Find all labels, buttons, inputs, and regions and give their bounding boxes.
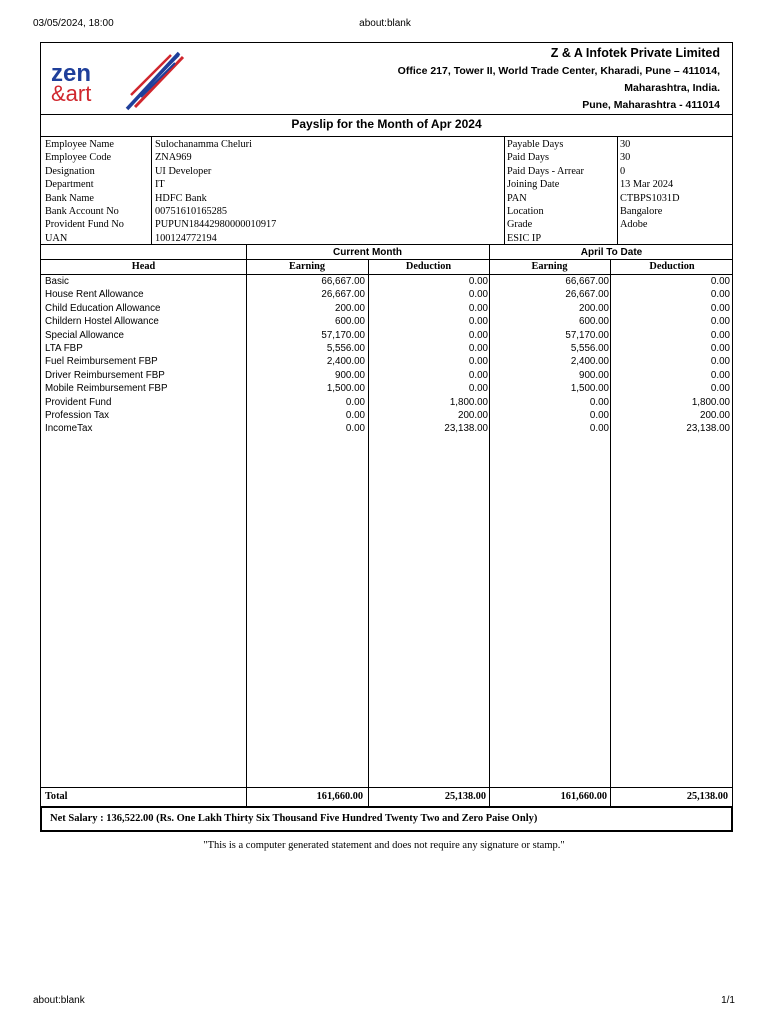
row-ytd-deduction: 0.00 <box>710 369 730 381</box>
row-head: Provident Fund <box>45 396 112 408</box>
row-ytd-deduction: 1,800.00 <box>691 396 730 408</box>
print-footer-url: about:blank <box>33 995 85 1006</box>
company-address-line2: Maharashtra, India. <box>624 82 720 94</box>
divider <box>41 244 732 245</box>
row-ytd-earning: 600.00 <box>579 316 609 328</box>
row-current-deduction: 23,138.00 <box>444 423 488 435</box>
company-logo <box>47 49 187 111</box>
row-ytd-earning: 1,500.00 <box>570 383 609 395</box>
row-current-earning: 57,170.00 <box>321 329 365 341</box>
info-value: Adobe <box>620 219 648 231</box>
row-ytd-earning: 900.00 <box>579 369 609 381</box>
info-label: PAN <box>507 192 527 204</box>
row-current-deduction: 0.00 <box>468 276 488 287</box>
row-head: Childern Hostel Allowance <box>45 316 159 328</box>
row-current-deduction: 0.00 <box>468 343 488 354</box>
table-row <box>41 329 734 342</box>
row-ytd-earning: 5,556.00 <box>570 343 609 354</box>
info-label: UAN <box>45 232 68 244</box>
info-value: Bangalore <box>620 206 663 217</box>
row-current-deduction: 0.00 <box>468 356 488 368</box>
divider <box>41 136 732 137</box>
info-value: IT <box>155 179 165 191</box>
table-row <box>41 409 734 422</box>
row-ytd-earning: 26,667.00 <box>565 289 609 301</box>
row-ytd-earning: 200.00 <box>579 302 609 314</box>
row-ytd-deduction: 0.00 <box>710 356 730 368</box>
info-value: HDFC Bank <box>155 192 207 204</box>
print-datetime: 03/05/2024, 18:00 <box>33 18 114 29</box>
row-ytd-deduction: 0.00 <box>710 276 730 287</box>
row-ytd-deduction: 0.00 <box>710 383 730 395</box>
info-divider <box>151 136 152 244</box>
table-row <box>41 369 734 382</box>
payslip-frame <box>40 42 733 832</box>
info-label: Employee Name <box>45 139 114 150</box>
row-current-deduction: 200.00 <box>458 410 488 421</box>
row-current-deduction: 0.00 <box>468 383 488 395</box>
row-ytd-deduction: 0.00 <box>710 329 730 341</box>
row-current-earning: 0.00 <box>345 410 365 421</box>
info-label: Paid Days - Arrear <box>507 165 584 177</box>
divider <box>41 787 732 788</box>
info-value: CTBPS1031D <box>620 192 680 204</box>
row-head: Driver Reimbursement FBP <box>45 369 165 381</box>
footer-note: "This is a computer generated statement and does not require any signature or stamp." <box>203 840 565 851</box>
total-current-deduction: 25,138.00 <box>444 791 486 802</box>
row-ytd-deduction: 0.00 <box>710 343 730 354</box>
row-current-deduction: 0.00 <box>468 329 488 341</box>
logo-wordmark-art: &art <box>51 81 92 106</box>
table-row <box>41 275 734 288</box>
info-value: 30 <box>620 139 631 150</box>
col-head: Head <box>131 261 156 272</box>
table-row <box>41 355 734 368</box>
info-value: 100124772194 <box>155 232 217 244</box>
row-current-earning: 600.00 <box>335 316 365 328</box>
info-value: 30 <box>620 152 631 164</box>
info-label: Bank Account No <box>45 206 119 217</box>
total-label: Total <box>45 791 68 802</box>
payslip-title: Payslip for the Month of Apr 2024 <box>291 117 482 131</box>
info-label: Grade <box>507 219 533 231</box>
col-ytd-deduction: Deduction <box>649 261 695 272</box>
print-page-count: 1/1 <box>721 995 735 1006</box>
logo-stripes <box>127 53 183 109</box>
info-label: Location <box>507 206 544 217</box>
row-ytd-deduction: 0.00 <box>710 316 730 328</box>
info-label: Provident Fund No <box>45 219 124 231</box>
row-head: Mobile Reimbursement FBP <box>45 383 168 395</box>
col-current-earning: Earning <box>288 261 326 272</box>
info-label: Bank Name <box>45 192 94 204</box>
net-salary: Net Salary : 136,522.00 (Rs. One Lakh Thirty Six Thousand Five Hundred Twenty Two and Zero Paise Only) <box>50 813 538 824</box>
row-current-earning: 66,667.00 <box>321 276 365 287</box>
table-row <box>41 382 734 395</box>
logo-graphic <box>47 49 187 111</box>
row-head: LTA FBP <box>45 343 83 354</box>
info-label: Department <box>45 179 94 191</box>
row-current-deduction: 0.00 <box>468 369 488 381</box>
info-value: PUPUN18442980000010917 <box>155 219 277 231</box>
row-current-earning: 900.00 <box>335 369 365 381</box>
row-head: IncomeTax <box>45 423 93 435</box>
col-ytd-earning: Earning <box>531 261 568 272</box>
total-current-earning: 161,660.00 <box>316 791 363 802</box>
divider <box>41 114 732 115</box>
info-divider <box>504 136 505 244</box>
row-ytd-earning: 66,667.00 <box>565 276 609 287</box>
info-value: 00751610165285 <box>155 206 228 217</box>
table-row <box>41 302 734 315</box>
divider <box>41 259 246 260</box>
row-head: Basic <box>45 276 69 287</box>
table-row <box>41 342 734 355</box>
row-current-deduction: 0.00 <box>468 316 488 328</box>
info-value: UI Developer <box>155 165 212 177</box>
row-current-earning: 0.00 <box>345 423 365 435</box>
total-ytd-earning: 161,660.00 <box>560 791 607 802</box>
row-current-earning: 0.00 <box>345 396 365 408</box>
row-ytd-earning: 0.00 <box>589 396 609 408</box>
info-label: Payable Days <box>507 139 564 150</box>
row-current-earning: 5,556.00 <box>326 343 365 354</box>
row-ytd-earning: 57,170.00 <box>565 329 609 341</box>
row-current-earning: 200.00 <box>335 302 365 314</box>
info-label: Joining Date <box>507 179 560 191</box>
group-current-month: Current Month <box>333 247 402 258</box>
group-april-to-date: April To Date <box>580 247 643 258</box>
company-address-line1: Office 217, Tower II, World Trade Center, Kharadi, Pune – 411014, <box>397 65 720 77</box>
row-ytd-earning: 0.00 <box>589 423 609 435</box>
company-name: Z & A Infotek Private Limited <box>550 46 720 60</box>
row-head: House Rent Allowance <box>45 289 144 301</box>
row-ytd-earning: 2,400.00 <box>570 356 609 368</box>
row-head: Special Allowance <box>45 329 124 341</box>
info-value: 13 Mar 2024 <box>620 179 674 191</box>
row-ytd-earning: 0.00 <box>589 410 609 421</box>
row-current-deduction: 1,800.00 <box>449 396 488 408</box>
row-ytd-deduction: 200.00 <box>700 410 730 421</box>
row-head: Profession Tax <box>45 410 110 421</box>
print-tab-title: about:blank <box>359 18 411 29</box>
total-ytd-deduction: 25,138.00 <box>686 791 728 802</box>
info-divider <box>617 136 618 244</box>
row-current-deduction: 0.00 <box>468 302 488 314</box>
info-value: 0 <box>620 165 626 177</box>
info-label: Paid Days <box>507 152 550 164</box>
table-row <box>41 396 734 409</box>
row-current-earning: 26,667.00 <box>321 289 365 301</box>
info-label: Designation <box>45 165 95 177</box>
row-ytd-deduction: 23,138.00 <box>686 423 730 435</box>
row-current-deduction: 0.00 <box>468 289 488 301</box>
row-current-earning: 2,400.00 <box>326 356 365 368</box>
row-ytd-deduction: 0.00 <box>710 302 730 314</box>
info-label: ESIC IP <box>507 232 542 244</box>
col-current-deduction: Deduction <box>405 261 452 272</box>
info-value: ZNA969 <box>155 152 192 164</box>
logo-wordmark-zen: zen <box>51 60 92 87</box>
row-head: Child Education Allowance <box>45 302 161 314</box>
table-row <box>41 288 734 301</box>
row-head: Fuel Reimbursement FBP <box>45 356 158 368</box>
company-address-line3: Pune, Maharashtra - 411014 <box>582 99 720 111</box>
net-salary-box <box>40 806 733 832</box>
row-current-earning: 1,500.00 <box>326 383 365 395</box>
info-label: Employee Code <box>45 152 112 164</box>
table-row <box>41 422 734 435</box>
row-ytd-deduction: 0.00 <box>710 289 730 301</box>
table-row <box>41 315 734 328</box>
info-value: Sulochanamma Cheluri <box>155 139 252 150</box>
